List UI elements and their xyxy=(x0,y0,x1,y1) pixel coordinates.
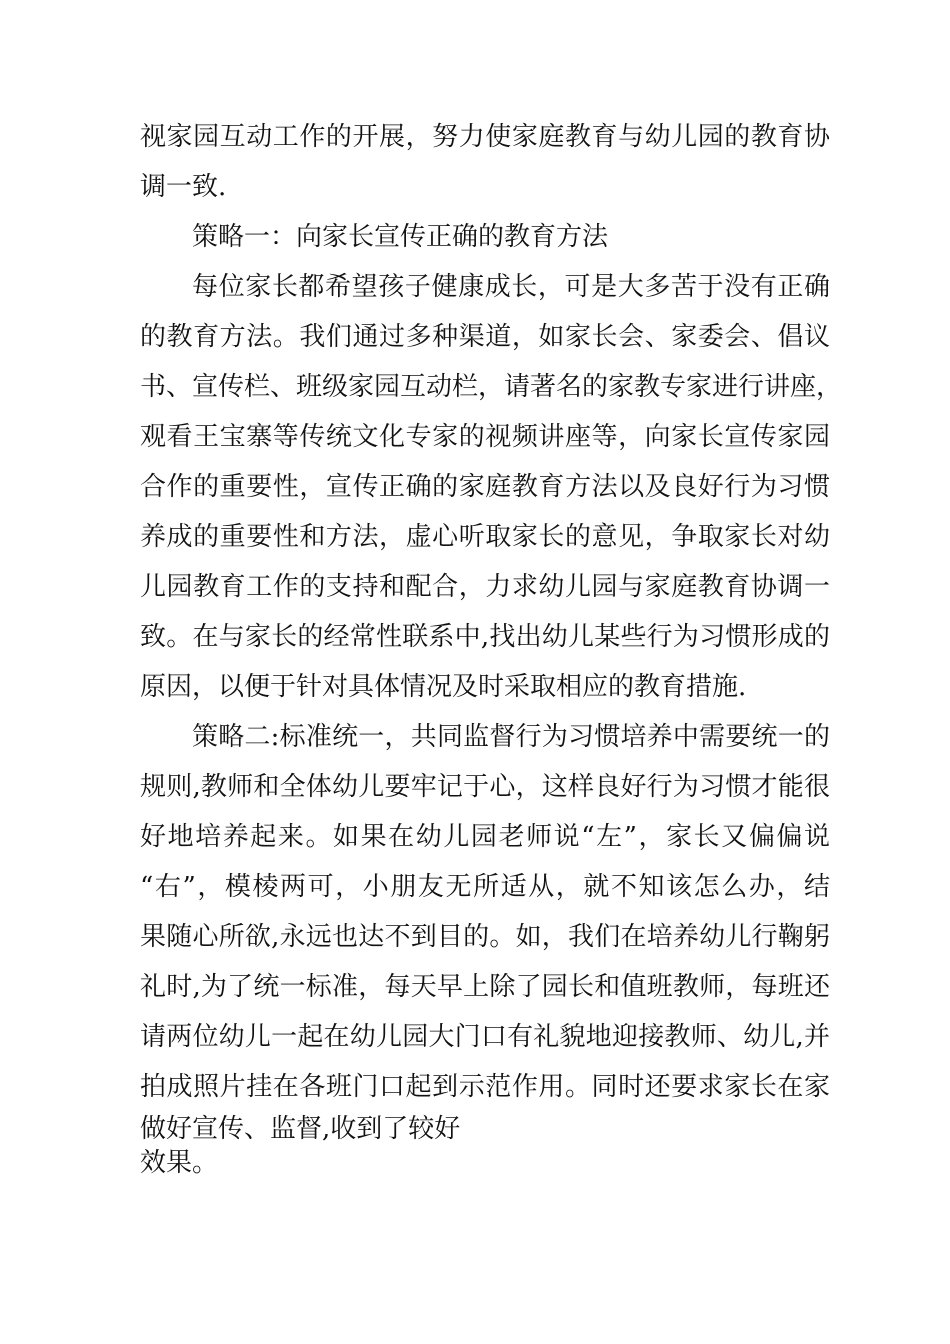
text-line: 的教育方法。我们通过多种渠道，如家长会、家委会、倡议 xyxy=(140,322,830,352)
text-line: 合作的重要性，宣传正确的家庭教育方法以及良好行为习惯 xyxy=(140,472,830,502)
text-line: 好地培养起来。如果在幼儿园老师说“左”，家长又偏偏说 xyxy=(140,822,830,852)
text-line: 观看王宝寨等传统文化专家的视频讲座等，向家长宣传家园 xyxy=(140,422,830,452)
text-line: 拍成照片挂在各班门口起到示范作用。同时还要求家长在家 xyxy=(140,1072,830,1102)
text-line: 每位家长都希望孩子健康成长，可是大多苦于没有正确 xyxy=(192,272,830,302)
text-line: 规则,教师和全体幼儿要牢记于心，这样良好行为习惯才能很 xyxy=(140,772,830,802)
text-line: 请两位幼儿一起在幼儿园大门口有礼貌地迎接教师、幼儿,并 xyxy=(140,1022,830,1052)
text-line: 书、宣传栏、班级家园互动栏，请著名的家教专家进行讲座， xyxy=(140,372,843,402)
text-line: 调一致. xyxy=(140,172,227,202)
text-line: “右”，模棱两可，小朋友无所适从，就不知该怎么办，结 xyxy=(140,872,830,902)
section-heading: 策略一：向家长宣传正确的教育方法 xyxy=(192,222,609,252)
text-line: 养成的重要性和方法，虚心听取家长的意见，争取家长对幼 xyxy=(140,522,830,552)
body-text xyxy=(140,112,843,1180)
text-line: 儿园教育工作的支持和配合，力求幼儿园与家庭教育协调一 xyxy=(140,572,830,602)
text-line: 致。在与家长的经常性联系中,找出幼儿某些行为习惯形成的 xyxy=(140,622,830,652)
text-line: 礼时,为了统一标准，每天早上除了园长和值班教师，每班还 xyxy=(140,972,830,1002)
section-heading: 策略二:标准统一，共同监督行为习惯培养中需要统一的 xyxy=(192,722,830,752)
text-line: 果随心所欲,永远也达不到目的。如，我们在培养幼儿行鞠躬 xyxy=(140,922,830,952)
text-line: 视家园互动工作的开展，努力使家庭教育与幼儿园的教育协 xyxy=(140,122,830,152)
text-line: 原因，以便于针对具体情况及时采取相应的教育措施. xyxy=(140,672,747,702)
text-line: 做好宣传、监督,收到了较好 xyxy=(140,1114,461,1144)
text-line: 效果。 xyxy=(140,1148,219,1178)
